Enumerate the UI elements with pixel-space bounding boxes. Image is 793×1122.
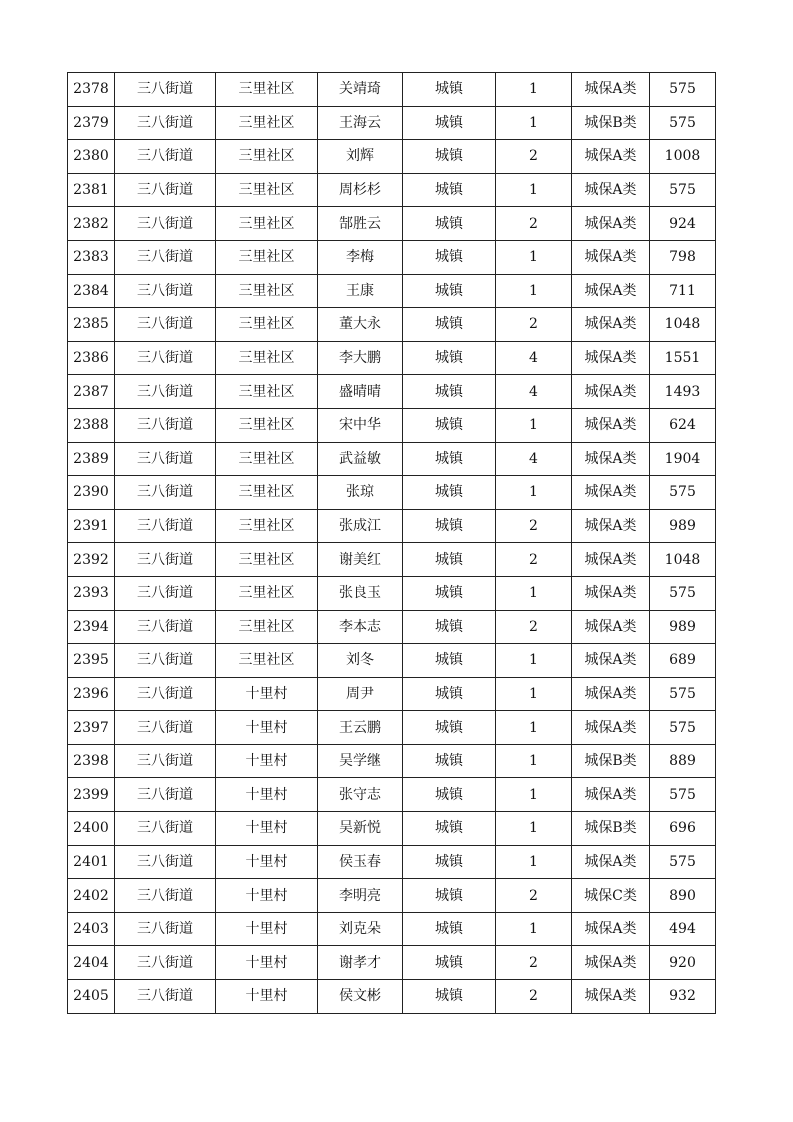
community-cell: 十里村	[216, 812, 318, 846]
name-cell: 盛晴晴	[318, 375, 403, 409]
community-cell: 十里村	[216, 946, 318, 980]
household-size-cell: 1	[496, 744, 572, 778]
table-row	[68, 677, 716, 711]
street-cell: 三八街道	[115, 341, 216, 375]
street-cell: 三八街道	[115, 912, 216, 946]
row-number-cell: 2390	[68, 476, 115, 510]
household-size-cell: 2	[496, 946, 572, 980]
table-row	[68, 375, 716, 409]
table-row	[68, 240, 716, 274]
household-size-cell: 2	[496, 140, 572, 174]
street-cell: 三八街道	[115, 576, 216, 610]
area-type-cell: 城镇	[403, 980, 496, 1014]
name-cell: 李梅	[318, 240, 403, 274]
household-size-cell: 4	[496, 341, 572, 375]
amount-cell: 1048	[650, 543, 716, 577]
household-size-cell: 2	[496, 543, 572, 577]
community-cell: 十里村	[216, 711, 318, 745]
table-row	[68, 308, 716, 342]
name-cell: 吴新悦	[318, 812, 403, 846]
amount-cell: 689	[650, 644, 716, 678]
amount-cell: 1008	[650, 140, 716, 174]
row-number-cell: 2404	[68, 946, 115, 980]
street-cell: 三八街道	[115, 677, 216, 711]
table-row	[68, 778, 716, 812]
area-type-cell: 城镇	[403, 308, 496, 342]
name-cell: 关靖琦	[318, 73, 403, 107]
household-size-cell: 1	[496, 73, 572, 107]
row-number-cell: 2397	[68, 711, 115, 745]
community-cell: 三里社区	[216, 442, 318, 476]
name-cell: 张成江	[318, 509, 403, 543]
street-cell: 三八街道	[115, 509, 216, 543]
amount-cell: 575	[650, 576, 716, 610]
name-cell: 武益敏	[318, 442, 403, 476]
row-number-cell: 2379	[68, 106, 115, 140]
street-cell: 三八街道	[115, 980, 216, 1014]
area-type-cell: 城镇	[403, 476, 496, 510]
name-cell: 谢孝才	[318, 946, 403, 980]
name-cell: 张琼	[318, 476, 403, 510]
name-cell: 周杉杉	[318, 173, 403, 207]
amount-cell: 624	[650, 408, 716, 442]
table-row	[68, 845, 716, 879]
community-cell: 十里村	[216, 677, 318, 711]
row-number-cell: 2402	[68, 879, 115, 913]
table-row	[68, 274, 716, 308]
amount-cell: 924	[650, 207, 716, 241]
street-cell: 三八街道	[115, 308, 216, 342]
household-size-cell: 1	[496, 173, 572, 207]
category-cell: 城保A类	[572, 845, 650, 879]
area-type-cell: 城镇	[403, 274, 496, 308]
household-size-cell: 1	[496, 677, 572, 711]
name-cell: 张守志	[318, 778, 403, 812]
area-type-cell: 城镇	[403, 543, 496, 577]
row-number-cell: 2400	[68, 812, 115, 846]
name-cell: 周尹	[318, 677, 403, 711]
amount-cell: 575	[650, 845, 716, 879]
area-type-cell: 城镇	[403, 341, 496, 375]
table-row	[68, 576, 716, 610]
category-cell: 城保A类	[572, 274, 650, 308]
amount-cell: 494	[650, 912, 716, 946]
row-number-cell: 2386	[68, 341, 115, 375]
community-cell: 三里社区	[216, 140, 318, 174]
row-number-cell: 2385	[68, 308, 115, 342]
community-cell: 三里社区	[216, 543, 318, 577]
data-table	[67, 72, 716, 1014]
category-cell: 城保B类	[572, 744, 650, 778]
household-size-cell: 1	[496, 240, 572, 274]
area-type-cell: 城镇	[403, 576, 496, 610]
street-cell: 三八街道	[115, 140, 216, 174]
street-cell: 三八街道	[115, 946, 216, 980]
name-cell: 谢美红	[318, 543, 403, 577]
street-cell: 三八街道	[115, 812, 216, 846]
area-type-cell: 城镇	[403, 73, 496, 107]
street-cell: 三八街道	[115, 173, 216, 207]
community-cell: 三里社区	[216, 73, 318, 107]
area-type-cell: 城镇	[403, 207, 496, 241]
name-cell: 侯文彬	[318, 980, 403, 1014]
row-number-cell: 2393	[68, 576, 115, 610]
row-number-cell: 2383	[68, 240, 115, 274]
amount-cell: 989	[650, 610, 716, 644]
household-size-cell: 2	[496, 308, 572, 342]
table-row	[68, 812, 716, 846]
community-cell: 三里社区	[216, 341, 318, 375]
area-type-cell: 城镇	[403, 375, 496, 409]
category-cell: 城保B类	[572, 812, 650, 846]
household-size-cell: 4	[496, 375, 572, 409]
area-type-cell: 城镇	[403, 912, 496, 946]
name-cell: 刘辉	[318, 140, 403, 174]
amount-cell: 711	[650, 274, 716, 308]
street-cell: 三八街道	[115, 543, 216, 577]
community-cell: 三里社区	[216, 240, 318, 274]
amount-cell: 575	[650, 73, 716, 107]
table-row	[68, 341, 716, 375]
row-number-cell: 2403	[68, 912, 115, 946]
street-cell: 三八街道	[115, 408, 216, 442]
name-cell: 刘冬	[318, 644, 403, 678]
name-cell: 刘克朵	[318, 912, 403, 946]
category-cell: 城保A类	[572, 778, 650, 812]
community-cell: 十里村	[216, 879, 318, 913]
category-cell: 城保A类	[572, 207, 650, 241]
category-cell: 城保A类	[572, 476, 650, 510]
household-size-cell: 1	[496, 845, 572, 879]
table-row	[68, 610, 716, 644]
name-cell: 王云鹏	[318, 711, 403, 745]
street-cell: 三八街道	[115, 476, 216, 510]
category-cell: 城保A类	[572, 543, 650, 577]
community-cell: 三里社区	[216, 610, 318, 644]
row-number-cell: 2392	[68, 543, 115, 577]
table-row	[68, 140, 716, 174]
table-row	[68, 106, 716, 140]
category-cell: 城保A类	[572, 308, 650, 342]
household-size-cell: 2	[496, 610, 572, 644]
household-size-cell: 1	[496, 812, 572, 846]
community-cell: 十里村	[216, 778, 318, 812]
street-cell: 三八街道	[115, 73, 216, 107]
row-number-cell: 2378	[68, 73, 115, 107]
street-cell: 三八街道	[115, 778, 216, 812]
community-cell: 十里村	[216, 744, 318, 778]
table-row	[68, 879, 716, 913]
table-row	[68, 744, 716, 778]
area-type-cell: 城镇	[403, 845, 496, 879]
household-size-cell: 1	[496, 476, 572, 510]
table-row	[68, 980, 716, 1014]
street-cell: 三八街道	[115, 207, 216, 241]
amount-cell: 889	[650, 744, 716, 778]
row-number-cell: 2388	[68, 408, 115, 442]
household-size-cell: 2	[496, 509, 572, 543]
area-type-cell: 城镇	[403, 879, 496, 913]
street-cell: 三八街道	[115, 711, 216, 745]
community-cell: 十里村	[216, 912, 318, 946]
community-cell: 三里社区	[216, 509, 318, 543]
category-cell: 城保A类	[572, 509, 650, 543]
area-type-cell: 城镇	[403, 812, 496, 846]
household-size-cell: 2	[496, 980, 572, 1014]
row-number-cell: 2405	[68, 980, 115, 1014]
community-cell: 十里村	[216, 845, 318, 879]
community-cell: 三里社区	[216, 408, 318, 442]
name-cell: 李大鹏	[318, 341, 403, 375]
row-number-cell: 2380	[68, 140, 115, 174]
household-size-cell: 2	[496, 207, 572, 241]
category-cell: 城保A类	[572, 711, 650, 745]
table-row	[68, 912, 716, 946]
area-type-cell: 城镇	[403, 711, 496, 745]
row-number-cell: 2398	[68, 744, 115, 778]
category-cell: 城保A类	[572, 442, 650, 476]
category-cell: 城保A类	[572, 677, 650, 711]
table-row	[68, 73, 716, 107]
amount-cell: 1493	[650, 375, 716, 409]
row-number-cell: 2396	[68, 677, 115, 711]
category-cell: 城保A类	[572, 408, 650, 442]
row-number-cell: 2382	[68, 207, 115, 241]
household-size-cell: 2	[496, 879, 572, 913]
table-row	[68, 173, 716, 207]
amount-cell: 696	[650, 812, 716, 846]
amount-cell: 575	[650, 677, 716, 711]
name-cell: 郜胜云	[318, 207, 403, 241]
amount-cell: 575	[650, 778, 716, 812]
street-cell: 三八街道	[115, 845, 216, 879]
category-cell: 城保A类	[572, 980, 650, 1014]
name-cell: 吴学继	[318, 744, 403, 778]
household-size-cell: 1	[496, 576, 572, 610]
household-size-cell: 1	[496, 644, 572, 678]
amount-cell: 890	[650, 879, 716, 913]
community-cell: 十里村	[216, 980, 318, 1014]
amount-cell: 920	[650, 946, 716, 980]
category-cell: 城保A类	[572, 375, 650, 409]
community-cell: 三里社区	[216, 644, 318, 678]
amount-cell: 1904	[650, 442, 716, 476]
category-cell: 城保A类	[572, 240, 650, 274]
row-number-cell: 2391	[68, 509, 115, 543]
community-cell: 三里社区	[216, 476, 318, 510]
row-number-cell: 2389	[68, 442, 115, 476]
area-type-cell: 城镇	[403, 778, 496, 812]
area-type-cell: 城镇	[403, 106, 496, 140]
table-row	[68, 543, 716, 577]
community-cell: 三里社区	[216, 375, 318, 409]
household-size-cell: 1	[496, 274, 572, 308]
table-row	[68, 442, 716, 476]
area-type-cell: 城镇	[403, 509, 496, 543]
household-size-cell: 1	[496, 912, 572, 946]
amount-cell: 575	[650, 106, 716, 140]
category-cell: 城保A类	[572, 610, 650, 644]
area-type-cell: 城镇	[403, 173, 496, 207]
street-cell: 三八街道	[115, 240, 216, 274]
name-cell: 侯玉春	[318, 845, 403, 879]
community-cell: 三里社区	[216, 207, 318, 241]
category-cell: 城保C类	[572, 879, 650, 913]
area-type-cell: 城镇	[403, 240, 496, 274]
category-cell: 城保A类	[572, 644, 650, 678]
table-row	[68, 509, 716, 543]
table-row	[68, 711, 716, 745]
street-cell: 三八街道	[115, 644, 216, 678]
street-cell: 三八街道	[115, 879, 216, 913]
community-cell: 三里社区	[216, 173, 318, 207]
table-row	[68, 207, 716, 241]
community-cell: 三里社区	[216, 308, 318, 342]
name-cell: 李本志	[318, 610, 403, 644]
area-type-cell: 城镇	[403, 408, 496, 442]
amount-cell: 575	[650, 711, 716, 745]
amount-cell: 575	[650, 173, 716, 207]
street-cell: 三八街道	[115, 375, 216, 409]
area-type-cell: 城镇	[403, 610, 496, 644]
name-cell: 王海云	[318, 106, 403, 140]
row-number-cell: 2394	[68, 610, 115, 644]
amount-cell: 798	[650, 240, 716, 274]
table-row	[68, 644, 716, 678]
table-row	[68, 476, 716, 510]
category-cell: 城保A类	[572, 73, 650, 107]
category-cell: 城保A类	[572, 140, 650, 174]
amount-cell: 575	[650, 476, 716, 510]
category-cell: 城保A类	[572, 576, 650, 610]
area-type-cell: 城镇	[403, 677, 496, 711]
row-number-cell: 2384	[68, 274, 115, 308]
category-cell: 城保A类	[572, 946, 650, 980]
street-cell: 三八街道	[115, 610, 216, 644]
household-size-cell: 4	[496, 442, 572, 476]
area-type-cell: 城镇	[403, 744, 496, 778]
category-cell: 城保B类	[572, 106, 650, 140]
area-type-cell: 城镇	[403, 644, 496, 678]
category-cell: 城保A类	[572, 173, 650, 207]
amount-cell: 932	[650, 980, 716, 1014]
name-cell: 王康	[318, 274, 403, 308]
name-cell: 李明亮	[318, 879, 403, 913]
community-cell: 三里社区	[216, 106, 318, 140]
name-cell: 董大永	[318, 308, 403, 342]
amount-cell: 989	[650, 509, 716, 543]
household-size-cell: 1	[496, 106, 572, 140]
street-cell: 三八街道	[115, 106, 216, 140]
name-cell: 张良玉	[318, 576, 403, 610]
street-cell: 三八街道	[115, 442, 216, 476]
name-cell: 宋中华	[318, 408, 403, 442]
street-cell: 三八街道	[115, 744, 216, 778]
household-size-cell: 1	[496, 778, 572, 812]
table-row	[68, 946, 716, 980]
street-cell: 三八街道	[115, 274, 216, 308]
row-number-cell: 2381	[68, 173, 115, 207]
household-size-cell: 1	[496, 408, 572, 442]
household-size-cell: 1	[496, 711, 572, 745]
community-cell: 三里社区	[216, 274, 318, 308]
row-number-cell: 2399	[68, 778, 115, 812]
row-number-cell: 2401	[68, 845, 115, 879]
category-cell: 城保A类	[572, 912, 650, 946]
category-cell: 城保A类	[572, 341, 650, 375]
table-row	[68, 408, 716, 442]
area-type-cell: 城镇	[403, 946, 496, 980]
community-cell: 三里社区	[216, 576, 318, 610]
row-number-cell: 2395	[68, 644, 115, 678]
amount-cell: 1551	[650, 341, 716, 375]
area-type-cell: 城镇	[403, 140, 496, 174]
amount-cell: 1048	[650, 308, 716, 342]
table-body	[68, 73, 716, 1014]
row-number-cell: 2387	[68, 375, 115, 409]
area-type-cell: 城镇	[403, 442, 496, 476]
